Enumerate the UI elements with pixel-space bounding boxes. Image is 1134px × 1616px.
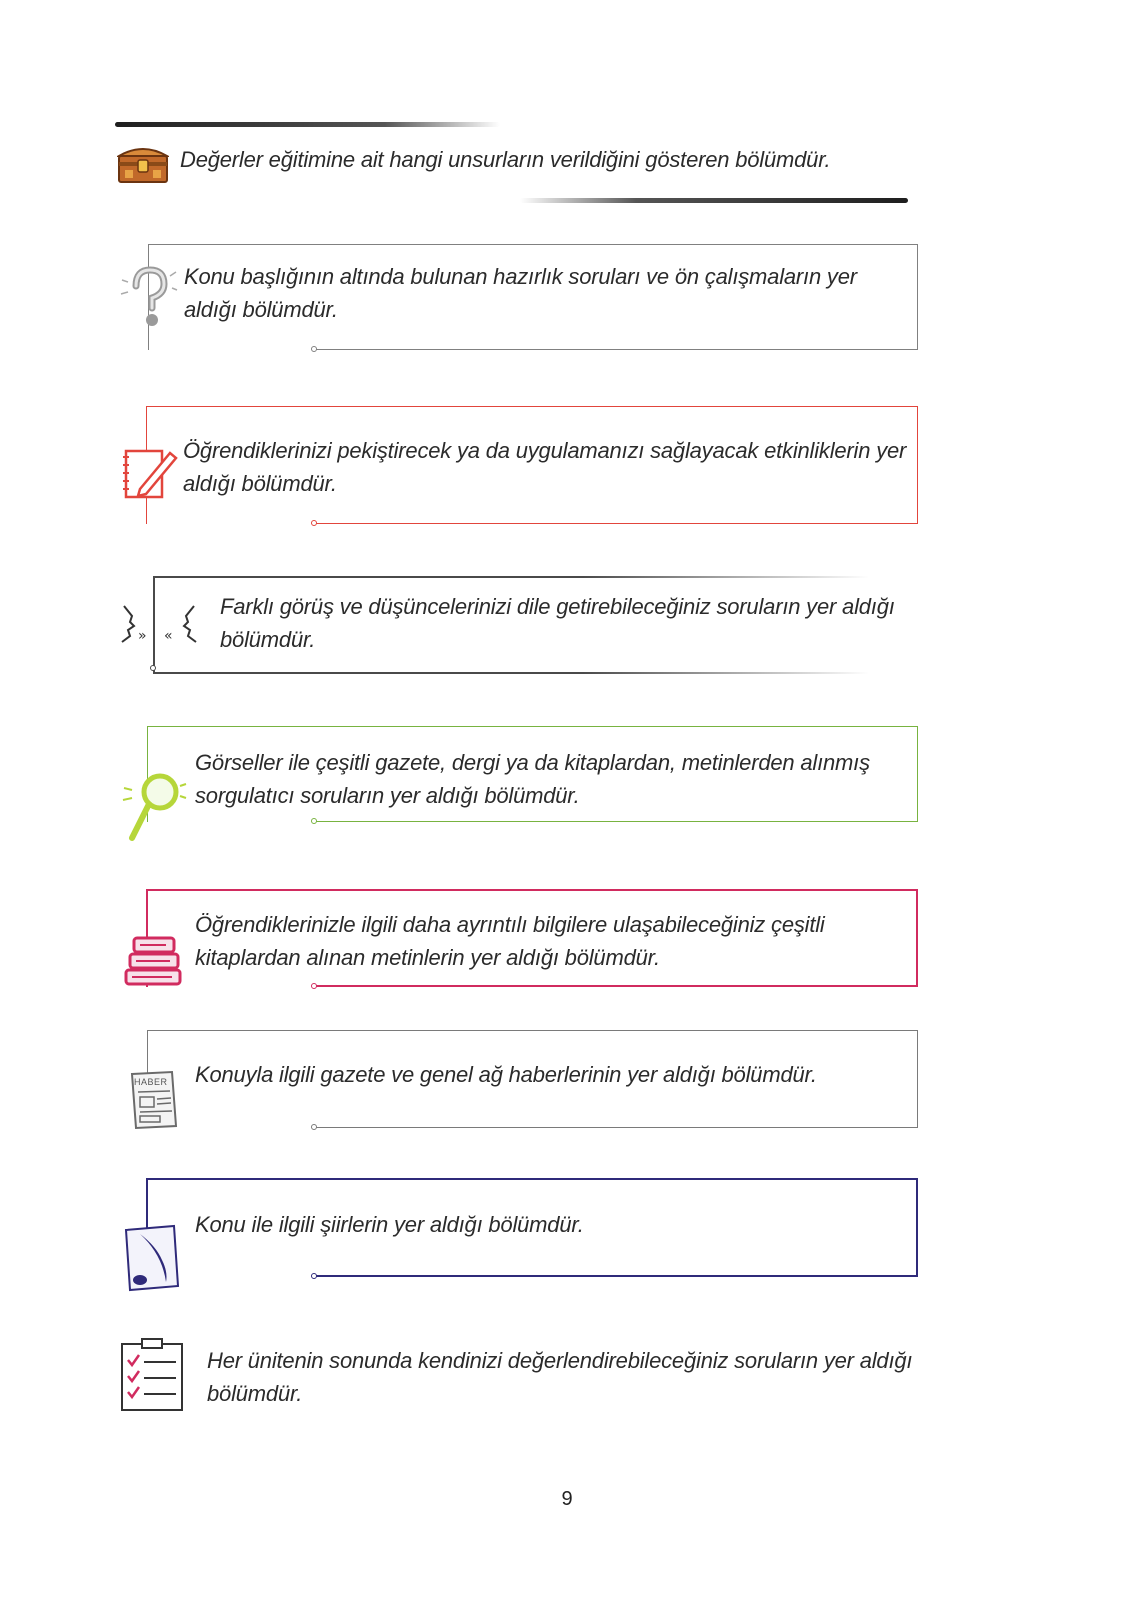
- treasure-chest-icon: [117, 142, 169, 184]
- section-text: Konu ile ilgili şiirlerin yer aldığı bölümdür.: [195, 1212, 584, 1237]
- magnifier-icon: [120, 768, 188, 844]
- newspaper-label: HABER: [134, 1077, 168, 1087]
- section-text: Öğrendiklerinizi pekiştirecek ya da uygulamanızı sağlayacak etkinliklerin yer aldığı bölümdür.: [183, 438, 907, 496]
- svg-text:«: «: [164, 628, 173, 644]
- speaking-heads-icon: [118, 600, 200, 652]
- section-bottom-line: [316, 821, 918, 822]
- section-bottom-line: [316, 1127, 918, 1128]
- checklist-icon: [120, 1338, 184, 1412]
- bottom-gradient-line: [520, 198, 908, 203]
- line-end-dot: [311, 983, 317, 989]
- section-bottom-line: [316, 985, 918, 987]
- section-text: Görseller ile çeşitli gazete, dergi ya da kitaplardan, metinlerden alınmış sorgulatıcı soruların yer aldığı bölümdür.: [195, 750, 870, 808]
- section-text: Öğrendiklerinizle ilgili daha ayrıntılı bilgilere ulaşabileceğiniz çeşitli kitaplardan alınan metinlerin yer aldığı bölümdür.: [195, 912, 825, 970]
- newspaper-icon: [128, 1070, 180, 1132]
- section-bottom-line: [316, 1275, 918, 1277]
- line-end-dot: [311, 818, 317, 824]
- line-end-dot: [311, 1124, 317, 1130]
- section-bottom-line: [316, 349, 918, 350]
- book-stack-icon: [122, 932, 184, 990]
- section-text: Konu başlığının altında bulunan hazırlık soruları ve ön çalışmaların yer aldığı bölümdür.: [184, 264, 857, 322]
- question-mark-icon: [118, 262, 178, 334]
- line-start-dot: [150, 665, 156, 671]
- page-number: 9: [561, 1488, 573, 1510]
- line-end-dot: [311, 1273, 317, 1279]
- top-gradient-line: [115, 122, 500, 127]
- section-text: Konuyla ilgili gazete ve genel ağ haberlerinin yer aldığı bölümdür.: [195, 1062, 817, 1087]
- notebook-pencil-icon: [120, 443, 178, 501]
- section-text: Değerler eğitimine ait hangi unsurların verildiğini gösteren bölümdür.: [180, 147, 831, 172]
- svg-text:»: »: [138, 628, 147, 644]
- line-end-dot: [311, 346, 317, 352]
- section-text: Her ünitenin sonunda kendinizi değerlendirebileceğiniz soruların yer aldığı bölümdür.: [207, 1348, 913, 1406]
- section-bottom-line: [316, 523, 918, 524]
- section-text: Farklı görüş ve düşüncelerinizi dile getirebileceğiniz soruların yer aldığı bölümdür.: [220, 594, 895, 652]
- quill-icon: [122, 1224, 182, 1294]
- line-end-dot: [311, 520, 317, 526]
